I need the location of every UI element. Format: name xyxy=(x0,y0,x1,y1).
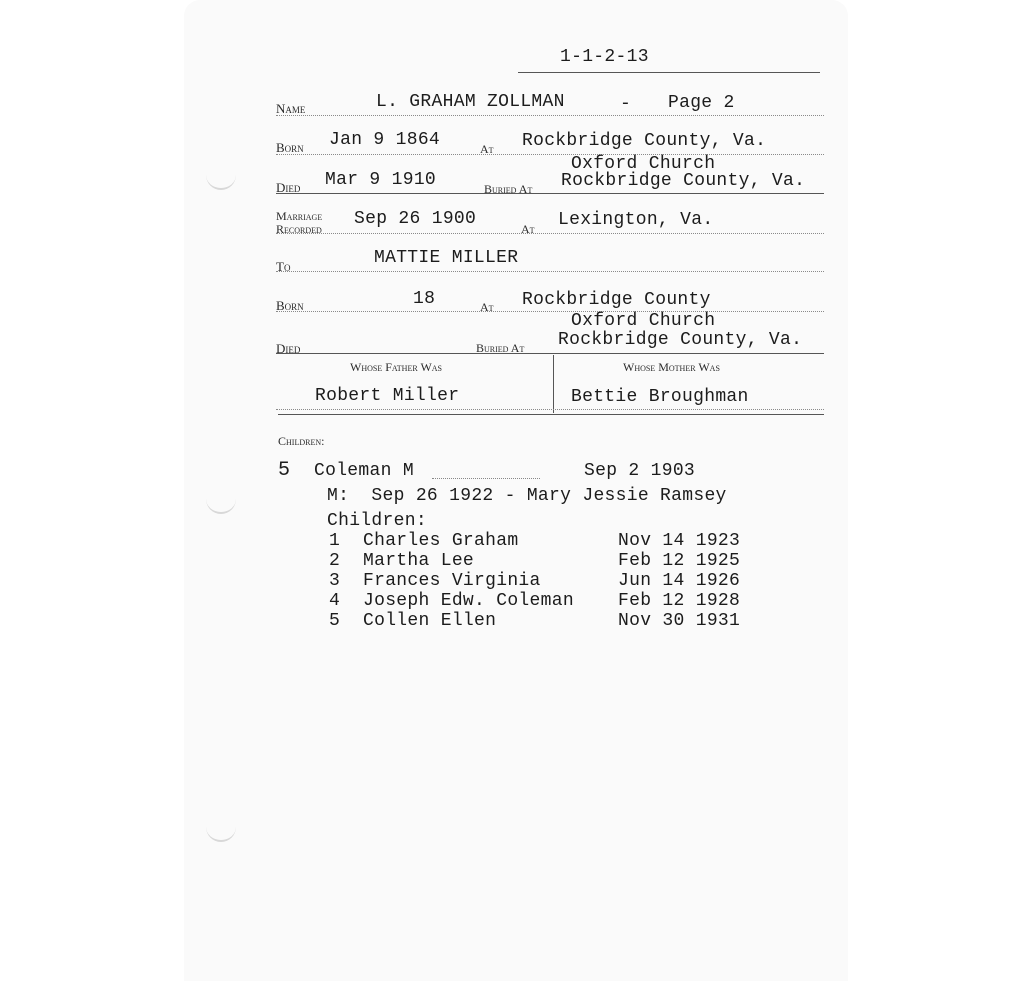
row-rule xyxy=(276,409,824,410)
section-divider xyxy=(276,353,824,354)
grandchild-name: Frances Virginia xyxy=(363,571,541,591)
row-rule xyxy=(276,154,824,155)
to-label: To xyxy=(276,259,291,274)
card-id-underline xyxy=(518,72,820,73)
buried-line2: Rockbridge County, Va. xyxy=(561,171,806,191)
grandchild-name: Joseph Edw. Coleman xyxy=(363,591,574,611)
marriage-place: Lexington, Va. xyxy=(558,210,714,230)
grandchild-number: 2 xyxy=(329,551,341,571)
person-name: L. GRAHAM ZOLLMAN xyxy=(376,92,565,112)
grandchild-number: 4 xyxy=(329,591,341,611)
father-label: Whose Father Was xyxy=(350,360,443,374)
grandchild-date: Feb 12 1925 xyxy=(618,551,741,571)
child-date: Sep 2 1903 xyxy=(584,461,696,481)
born-place: Rockbridge County, Va. xyxy=(522,131,767,151)
name-label: Name xyxy=(276,101,306,116)
spouse-buried-line2: Rockbridge County, Va. xyxy=(558,330,803,350)
children-label: Children: xyxy=(278,434,325,448)
spouse-born-at-label: At xyxy=(480,300,494,314)
spouse-name: MATTIE MILLER xyxy=(374,248,519,268)
grandchild-date: Jun 14 1926 xyxy=(618,571,741,591)
grandchild-date: Nov 30 1931 xyxy=(618,611,741,631)
grandchild-number: 1 xyxy=(329,531,341,551)
died-label: Died xyxy=(276,180,301,195)
recorded-label: Recorded xyxy=(276,222,322,236)
died-date: Mar 9 1910 xyxy=(325,170,437,190)
born-date: Jan 9 1864 xyxy=(329,130,441,150)
row-rule xyxy=(276,115,824,116)
mother-name: Bettie Broughman xyxy=(571,387,749,407)
grandchild-number: 3 xyxy=(329,571,341,591)
child-name: Coleman M xyxy=(314,461,414,481)
row-rule xyxy=(276,311,824,312)
page-number: Page 2 xyxy=(668,93,735,113)
mother-label: Whose Mother Was xyxy=(623,360,720,374)
child-name-dots xyxy=(432,478,540,479)
section-divider xyxy=(276,193,824,194)
buried-at-label: Buried At xyxy=(484,182,533,196)
spouse-buried-at-label: Buried At xyxy=(476,341,525,355)
grandchild-name: Collen Ellen xyxy=(363,611,497,631)
grandchild-date: Feb 12 1928 xyxy=(618,591,741,611)
name-dash: - xyxy=(620,94,632,114)
father-name: Robert Miller xyxy=(315,386,460,406)
row-rule xyxy=(276,271,824,272)
spouse-born-place: Rockbridge County xyxy=(522,290,711,310)
parents-divider xyxy=(553,355,554,413)
grandchild-name: Martha Lee xyxy=(363,551,475,571)
born-label: Born xyxy=(276,140,304,155)
marriage-date: Sep 26 1900 xyxy=(354,209,477,229)
grandchild-name: Charles Graham xyxy=(363,531,519,551)
spouse-died-label: Died xyxy=(276,341,301,356)
grandchild-number: 5 xyxy=(329,611,341,631)
spouse-born-label: Born xyxy=(276,298,304,313)
marriage-label: Marriage xyxy=(276,209,323,223)
grandchild-date: Nov 14 1923 xyxy=(618,531,741,551)
child-marriage-line: M: Sep 26 1922 - Mary Jessie Ramsey xyxy=(327,486,727,506)
row-rule xyxy=(276,233,824,234)
born-at-label: At xyxy=(480,142,494,156)
buried-line1: Oxford Church xyxy=(571,154,716,174)
card-id: 1-1-2-13 xyxy=(560,47,649,67)
spouse-buried-line1: Oxford Church xyxy=(571,311,716,331)
section-divider xyxy=(278,414,824,415)
spouse-born-date: 18 xyxy=(413,289,436,309)
grandchildren-heading: Children: xyxy=(327,511,427,531)
child-number: 5 xyxy=(278,459,291,482)
marriage-at-label: At xyxy=(521,222,535,236)
